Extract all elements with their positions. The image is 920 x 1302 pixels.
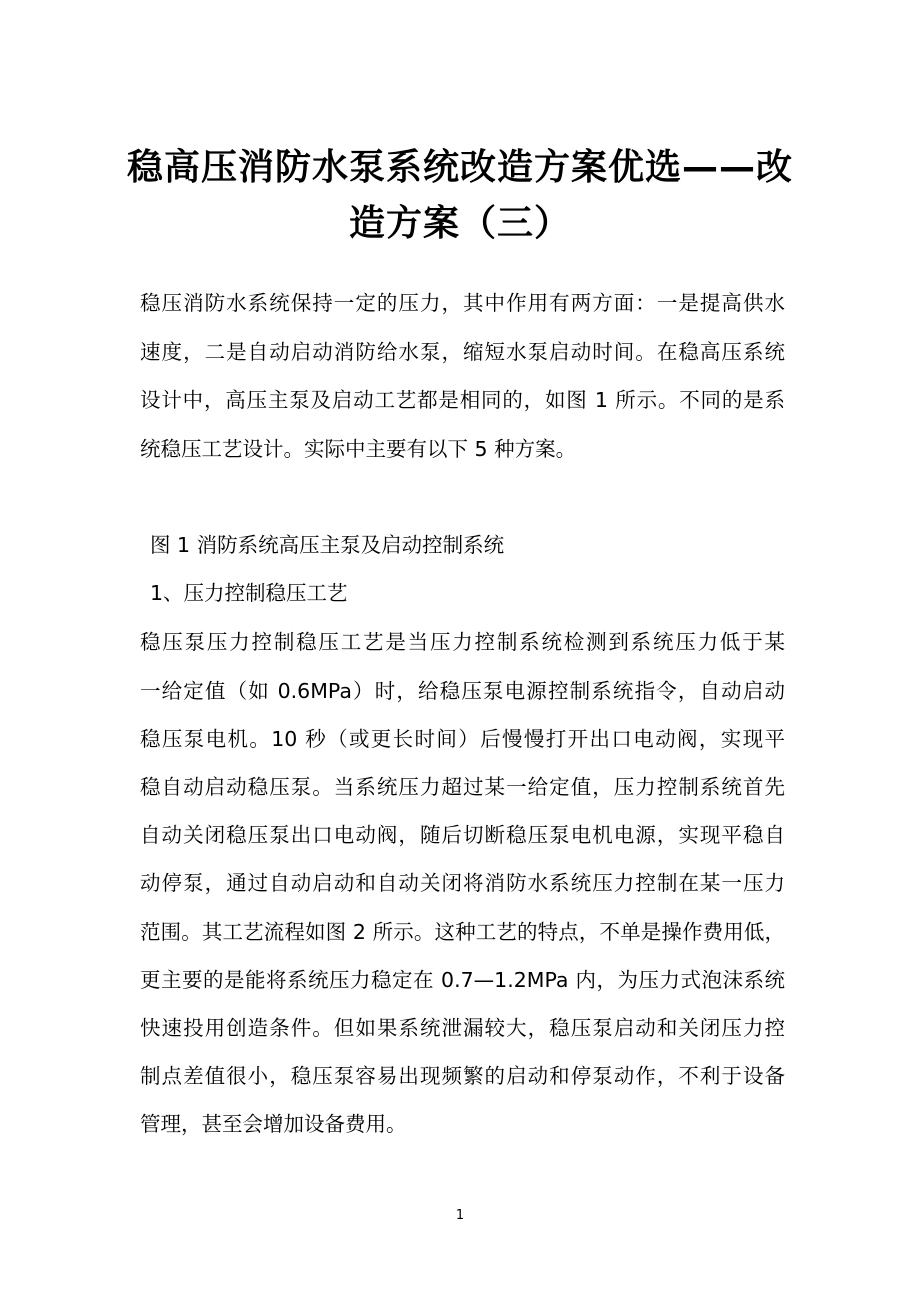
body-line: 范围。其工艺流程如图 2 所示。这种工艺的特点，不单是操作费用低，: [140, 920, 785, 944]
body-line: 动停泵，通过自动启动和自动关闭将消防水系统压力控制在某一压力: [140, 871, 785, 895]
body-line: 稳压泵电机。10 秒（或更长时间）后慢慢打开出口电动阀，实现平: [140, 727, 785, 751]
body-line: 更主要的是能将系统压力稳定在 0.7—1.2MPa 内，为压力式泡沫系统: [140, 968, 785, 992]
intro-line: 稳压消防水系统保持一定的压力，其中作用有两方面：一是提高供水: [140, 291, 785, 315]
body-line: 制点差值很小，稳压泵容易出现频繁的启动和停泵动作，不利于设备: [140, 1064, 785, 1088]
document-title-line-2: 造方案（三）: [348, 203, 571, 244]
intro-line: 统稳压工艺设计。实际中主要有以下 5 种方案。: [140, 437, 577, 461]
intro-line: 速度，二是自动启动消防给水泵，缩短水泵启动时间。在稳高压系统: [140, 340, 785, 364]
body-line: 稳自动启动稳压泵。当系统压力超过某一给定值，压力控制系统首先: [140, 775, 785, 799]
figure-caption: 图 1 消防系统高压主泵及启动控制系统: [150, 533, 505, 557]
body-line: 自动关闭稳压泵出口电动阀，随后切断稳压泵电机电源，实现平稳自: [140, 823, 785, 847]
page-number: 1: [455, 1208, 465, 1223]
body-line: 管理，甚至会增加设备费用。: [140, 1112, 407, 1136]
body-line: 稳压泵压力控制稳压工艺是当压力控制系统检测到系统压力低于某: [140, 630, 785, 654]
body-line: 一给定值（如 0.6MPa）时，给稳压泵电源控制系统指令，自动启动: [140, 679, 785, 703]
body-line: 快速投用创造条件。但如果系统泄漏较大，稳压泵启动和关闭压力控: [140, 1016, 785, 1040]
intro-line: 设计中，高压主泵及启动工艺都是相同的，如图 1 所示。不同的是系: [140, 388, 785, 412]
section-heading: 1、压力控制稳压工艺: [150, 581, 348, 605]
document-title-line-1: 稳高压消防水泵系统改造方案优选——改: [126, 147, 793, 188]
